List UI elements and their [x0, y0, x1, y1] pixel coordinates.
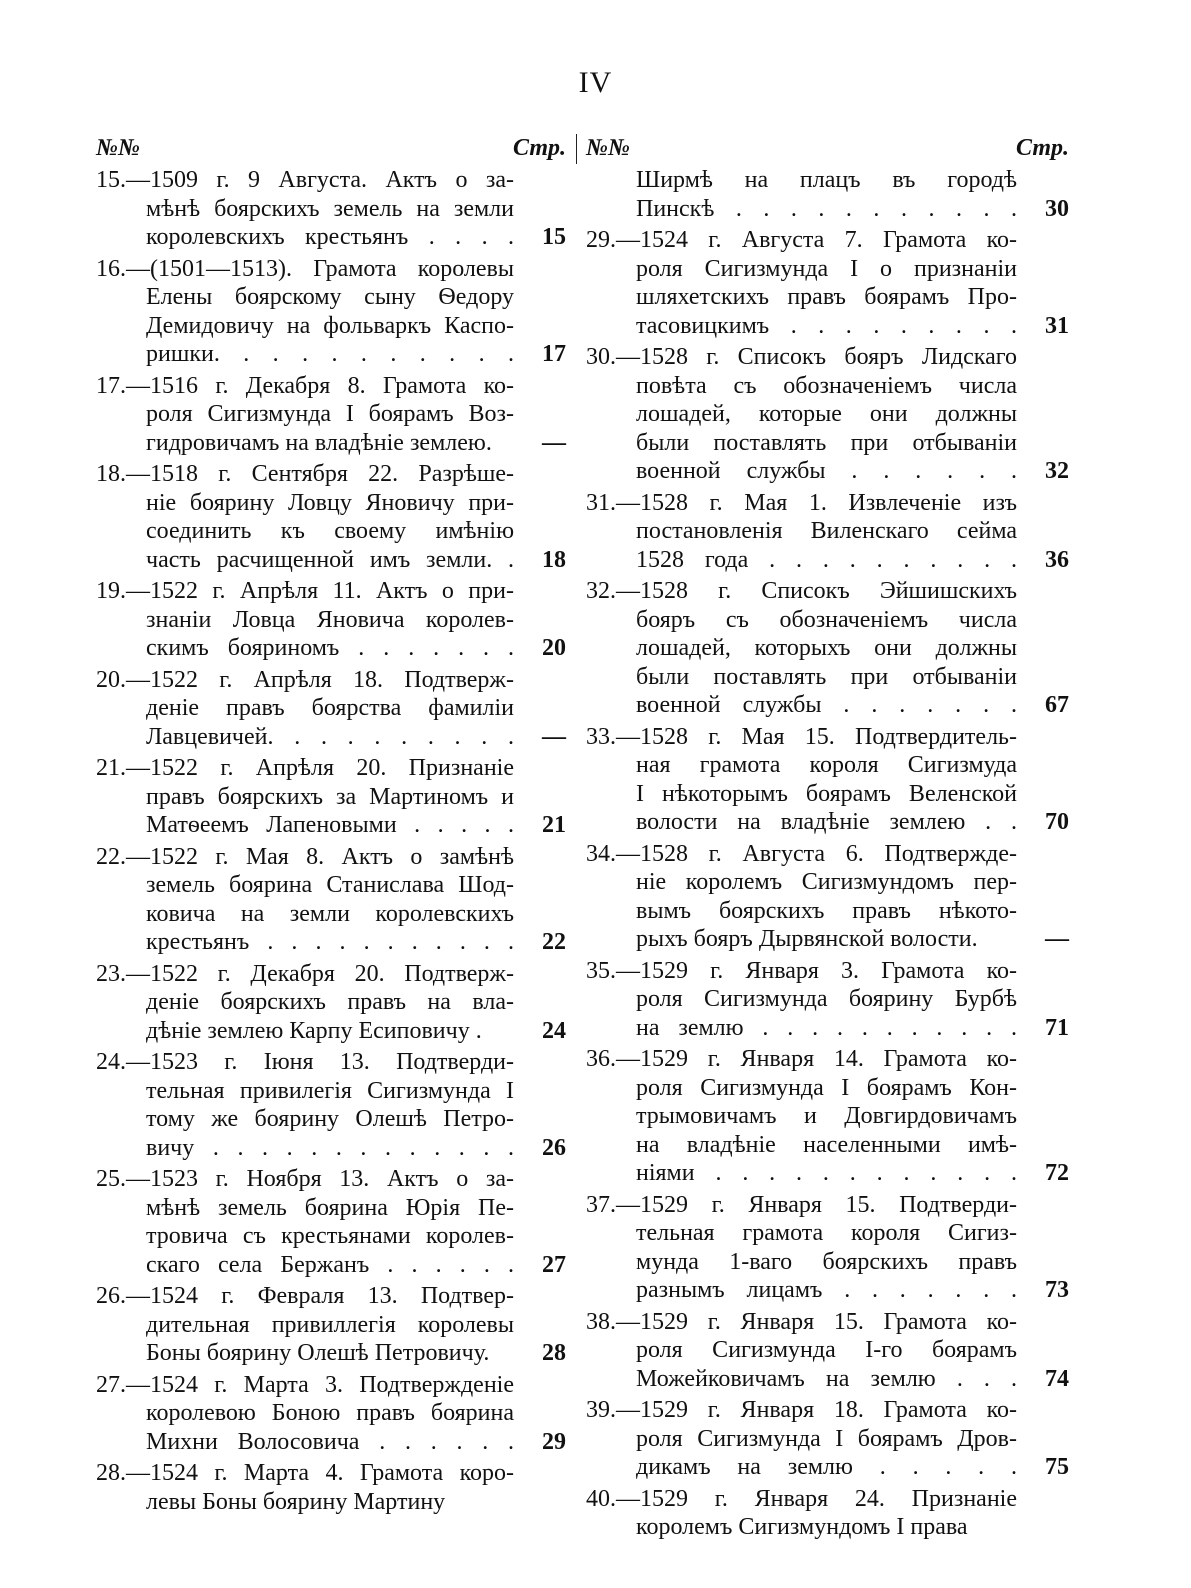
toc-entry [586, 840, 1069, 954]
toc-entry [586, 723, 1069, 837]
toc-entry-page: 20 [542, 635, 566, 661]
toc-entry-title [586, 1191, 1017, 1305]
toc-entry-line: 30.—1528 г. Списокъ бояръ Лидскаго [586, 344, 1017, 370]
toc-entry-page: — [542, 429, 566, 456]
toc-entry-title [586, 489, 1017, 575]
toc-entry-page: 28 [542, 1340, 566, 1366]
toc-entry-page: — [542, 723, 566, 750]
toc-entry-line: вымъ боярскихъ правъ нѣкото- [636, 897, 1017, 924]
toc-entry-line: Демидовичу на фольваркъ Каспо- [146, 312, 514, 339]
toc-entry [96, 166, 566, 252]
toc-entry-title [586, 343, 1017, 486]
toc-entries-left [96, 166, 566, 1516]
toc-entry [96, 1371, 566, 1457]
toc-entry-title [586, 226, 1017, 340]
toc-entry-line: ніе боярину Ловцу Яновичу при- [146, 489, 514, 516]
page-heading: Стр. [1015, 135, 1069, 161]
toc-entry [586, 226, 1069, 340]
toc-entry [586, 1045, 1069, 1188]
column-header [96, 130, 566, 166]
toc-entry-line: соединить къ своему имѣнію [146, 518, 514, 544]
toc-entry-line: роля Сигизмунда I боярамъ Дров- [636, 1425, 1017, 1452]
toc-entry-line: дительная привиллегія королевы [146, 1311, 514, 1338]
toc-entry-page: 30 [1045, 195, 1069, 222]
toc-entry-line: земель боярина Станислава Шод- [146, 872, 514, 898]
toc-entry-line: мѣнѣ земель боярина Юрія Пе- [146, 1194, 514, 1221]
toc-entry-line: 26.—1524 г. Февраля 13. Подтвер- [96, 1283, 514, 1309]
toc-entry-line: Елены боярскому сыну Ѳедору [146, 284, 514, 310]
toc-entry-line: Лавцевичей. . . . . . . . . . [146, 723, 514, 750]
toc-entry-title [96, 166, 514, 252]
toc-entry-page: 27 [542, 1251, 566, 1278]
toc-right-column [586, 130, 1069, 1545]
toc-entry-line: военной службы . . . . . . [636, 458, 1017, 484]
toc-entry-line: крестьянъ . . . . . . . . . . . [146, 929, 514, 955]
toc-entry-title [96, 1165, 514, 1279]
toc-entry-title [96, 1459, 514, 1516]
toc-entry-line: роля Сигизмунда I-го боярамъ [636, 1337, 1017, 1363]
toc-entry-title [96, 843, 514, 957]
toc-entry-line: тельная привилегія Сигизмунда I [146, 1077, 514, 1104]
toc-entry-line: деніе правъ боярства фамиліи [146, 695, 514, 721]
toc-entry-line: постановленія Виленскаго сейма [636, 518, 1017, 544]
toc-entry-line: 20.—1522 г. Апрѣля 18. Подтверж- [96, 666, 514, 693]
toc-entry-page: 72 [1045, 1160, 1069, 1186]
toc-entry-page: 74 [1045, 1365, 1069, 1392]
toc-entry [96, 754, 566, 840]
toc-entry-title [96, 960, 514, 1046]
toc-entry [96, 1165, 566, 1279]
toc-entry-line: 1528 года . . . . . . . . . . [636, 546, 1017, 573]
toc-entry [96, 666, 566, 752]
toc-entry-line: Михни Волосовича . . . . . . [146, 1428, 514, 1455]
toc-entry-line: роля Сигизмунда боярину Бурбѣ [636, 986, 1017, 1012]
toc-entry-page: 32 [1045, 458, 1069, 484]
toc-entry-line: королевскихъ крестьянъ . . . . [146, 224, 514, 250]
toc-entry-line: тому же боярину Олешѣ Петро- [146, 1106, 514, 1132]
toc-entry [586, 1191, 1069, 1305]
toc-entry-title [96, 1048, 514, 1162]
toc-entry-line: ная грамота короля Сигизмуда [636, 752, 1017, 778]
toc-entry [586, 489, 1069, 575]
toc-entry-line: 25.—1523 г. Ноября 13. Актъ о за- [96, 1166, 514, 1192]
toc-entry [96, 1282, 566, 1368]
toc-entry-page: 29 [542, 1428, 566, 1455]
toc-entry-page: 31 [1045, 312, 1069, 339]
toc-entry-line: были поставлять при отбываніи [636, 429, 1017, 456]
toc-entry-line: часть расчищенной имъ земли. . [146, 546, 514, 573]
toc-entry-line: тасовицкимъ . . . . . . . . . [636, 312, 1017, 339]
toc-entry [586, 343, 1069, 486]
toc-entry-title [96, 1282, 514, 1368]
toc-entry-page: 75 [1045, 1454, 1069, 1480]
toc-entry-line: левы Боны боярину Мартину [146, 1488, 446, 1515]
toc-entry-line: на землю . . . . . . . . . . . [636, 1014, 1017, 1041]
toc-entry-line: 33.—1528 г. Мая 15. Подтвердитель- [586, 723, 1017, 750]
number-heading: №№ [96, 135, 140, 161]
toc-entry-line: 21.—1522 г. Апрѣля 20. Признаніе [96, 755, 514, 781]
toc-entry-title [586, 1308, 1017, 1394]
page-heading: Стр. [512, 135, 566, 161]
toc-entry-title [586, 1396, 1017, 1482]
toc-entry-line: тровича съ крестьянами королев- [146, 1223, 514, 1249]
toc-entry-line: 22.—1522 г. Мая 8. Актъ о замѣнѣ [96, 843, 514, 870]
toc-entry-line: Можейковичамъ на землю . . . [636, 1365, 1017, 1392]
toc-entry-title [96, 372, 514, 458]
toc-entry-line: военной службы . . . . . . . [636, 692, 1017, 718]
toc-entry-line: ніе королемъ Сигизмундомъ пер- [636, 869, 1017, 895]
column-header [586, 130, 1069, 166]
toc-entry-line: лошадей, которыхъ они должны [636, 635, 1017, 661]
toc-entry-line: 31.—1528 г. Мая 1. Извлеченіе изъ [586, 489, 1017, 516]
toc-entry [96, 843, 566, 957]
toc-entry-line: шляхетскихъ правъ боярамъ Про- [636, 284, 1017, 310]
toc-entry-line: 29.—1524 г. Августа 7. Грамота ко- [586, 227, 1017, 253]
toc-entry [96, 255, 566, 369]
toc-entry-title [586, 840, 1017, 954]
number-heading: №№ [586, 135, 630, 161]
toc-entry [96, 460, 566, 574]
toc-entry [96, 577, 566, 663]
toc-entry-line: 38.—1529 г. Января 15. Грамота ко- [586, 1308, 1017, 1335]
toc-entry-page: — [1045, 926, 1069, 952]
toc-entry-title [586, 166, 1017, 223]
toc-entry-line: рыхъ бояръ Дырвянской волости. [636, 926, 978, 952]
toc-entry-page: 22 [542, 929, 566, 955]
page-number: IV [578, 66, 613, 99]
toc-entry-line: королевою Боною правъ боярина [146, 1400, 514, 1426]
toc-entry-line: мѣнѣ боярскихъ земель на земли [146, 195, 514, 222]
toc-entry-line: повѣта съ обозначеніемъ числа [636, 372, 1017, 399]
toc-entry-line: 16.—(1501—1513). Грамота королевы [96, 255, 514, 282]
toc-entry-line: ніями . . . . . . . . . . . . [636, 1160, 1017, 1186]
toc-entry [586, 957, 1069, 1043]
toc-entry-line: разнымъ лицамъ . . . . . . . [636, 1277, 1017, 1303]
toc-entry-page: 17 [542, 341, 566, 367]
toc-entry-title [586, 957, 1017, 1043]
toc-entry-page: 21 [542, 812, 566, 838]
toc-entry-line: ковича на земли королевскихъ [146, 900, 514, 927]
toc-entry-title [96, 255, 514, 369]
toc-entry-line: знаніи Ловца Яновича королев- [146, 606, 514, 633]
toc-entry-page: 73 [1045, 1277, 1069, 1303]
toc-entry-line: королемъ Сигизмундомъ I права [636, 1514, 968, 1540]
toc-entry-page: 24 [542, 1017, 566, 1044]
toc-entry-line: мунда 1-ваго боярскихъ правъ [636, 1248, 1017, 1275]
toc-entry-line: Матѳеемъ Лапеновыми . . . . . [146, 812, 514, 838]
toc-entry-line: ришки. . . . . . . . . . . [146, 341, 514, 367]
toc-entry-line: 32.—1528 г. Списокъ Эйшишскихъ [586, 578, 1017, 604]
toc-entry-line: трымовичамъ и Довгирдовичамъ [636, 1103, 1017, 1129]
toc-entry [96, 1459, 566, 1516]
toc-entry [586, 166, 1069, 223]
toc-entry-page: 36 [1045, 546, 1069, 573]
toc-entry-line: 36.—1529 г. Января 14. Грамота ко- [586, 1046, 1017, 1072]
toc-entry-title [586, 577, 1017, 720]
toc-entry-line: лошадей, которые они должны [636, 401, 1017, 427]
toc-entry-page: 15 [542, 224, 566, 250]
toc-entry-line: 34.—1528 г. Августа 6. Подтвержде- [586, 840, 1017, 867]
column-divider [576, 134, 577, 164]
toc-entry-line: дикамъ на землю . . . . . [636, 1454, 1017, 1480]
toc-entry [586, 577, 1069, 720]
toc-entry [96, 372, 566, 458]
toc-entry-line: 35.—1529 г. Января 3. Грамота ко- [586, 957, 1017, 984]
toc-entries-right [586, 166, 1069, 1542]
toc-entry-line: 37.—1529 г. Января 15. Подтверди- [586, 1191, 1017, 1218]
toc-left-column [96, 130, 566, 1519]
toc-entry-line: 19.—1522 г. Апрѣля 11. Актъ о при- [96, 578, 514, 604]
toc-entry-line: 39.—1529 г. Января 18. Грамота ко- [586, 1397, 1017, 1423]
toc-entry [96, 1048, 566, 1162]
toc-entry [586, 1396, 1069, 1482]
toc-entry-title [586, 1045, 1017, 1188]
toc-entry-line: 23.—1522 г. Декабря 20. Подтверж- [96, 960, 514, 987]
toc-entry-title [96, 460, 514, 574]
toc-entry-line: скимъ бояриномъ . . . . . . . [146, 635, 514, 661]
toc-entry-line: I нѣкоторымъ боярамъ Веленской [636, 780, 1017, 807]
toc-entry-line: роля Сигизмунда I боярамъ Воз- [146, 401, 514, 427]
toc-entry-line: Ширмѣ на плацъ въ городѣ [636, 167, 1017, 193]
toc-entry-line: были поставлять при отбываніи [636, 663, 1017, 690]
toc-entry-page: 26 [542, 1134, 566, 1161]
toc-entry-line: Пинскѣ . . . . . . . . . . . [636, 195, 1017, 222]
toc-entry-title [96, 577, 514, 663]
toc-entry-line: правъ боярскихъ за Мартиномъ и [146, 783, 514, 810]
toc-entry-line: роля Сигизмунда I о признаніи [636, 255, 1017, 282]
toc-entry-line: Боны боярину Олешѣ Петровичу. [146, 1340, 490, 1366]
toc-entry-title [96, 666, 514, 752]
toc-entry-page: 18 [542, 546, 566, 573]
toc-entry-line: тельная грамота короля Сигиз- [636, 1220, 1017, 1246]
toc-entry-line: 18.—1518 г. Сентября 22. Разрѣше- [96, 461, 514, 487]
toc-entry-line: гидровичамъ на владѣніе землею. [146, 429, 492, 456]
toc-entry-title [586, 723, 1017, 837]
toc-entry-line: 40.—1529 г. Января 24. Признаніе [586, 1485, 1017, 1512]
toc-entry-line: скаго села Бержанъ . . . . . . [146, 1251, 514, 1278]
toc-entry-title [96, 754, 514, 840]
toc-entry-page: 70 [1045, 809, 1069, 835]
toc-entry-line: на владѣніе населенными имѣ- [636, 1131, 1017, 1158]
toc-entry [586, 1308, 1069, 1394]
toc-entry-line: волости на владѣніе землею . . [636, 809, 1017, 835]
toc-entry-title [96, 1371, 514, 1457]
toc-entry-line: 17.—1516 г. Декабря 8. Грамота ко- [96, 372, 514, 399]
toc-entry-page: 71 [1045, 1014, 1069, 1041]
toc-entry-line: 27.—1524 г. Марта 3. Подтвержденіе [96, 1371, 514, 1398]
toc-entry-line: деніе боярскихъ правъ на вла- [146, 989, 514, 1015]
toc-entry-line: роля Сигизмунда I боярамъ Кон- [636, 1074, 1017, 1101]
toc-entry-title [586, 1485, 1017, 1542]
toc-entry-line: 24.—1523 г. Іюня 13. Подтверди- [96, 1049, 514, 1075]
toc-entry-line: вичу . . . . . . . . . . . . . [146, 1134, 514, 1161]
toc-entry-line: 28.—1524 г. Марта 4. Грамота коро- [96, 1460, 514, 1486]
toc-entry-line: дѣніе землею Карпу Есиповичу . [146, 1017, 482, 1044]
toc-entry [96, 960, 566, 1046]
toc-entry-line: 15.—1509 г. 9 Августа. Актъ о за- [96, 167, 514, 193]
toc-entry-page: 67 [1045, 692, 1069, 718]
toc-entry [586, 1485, 1069, 1542]
toc-entry-line: бояръ съ обозначеніемъ числа [636, 606, 1017, 633]
